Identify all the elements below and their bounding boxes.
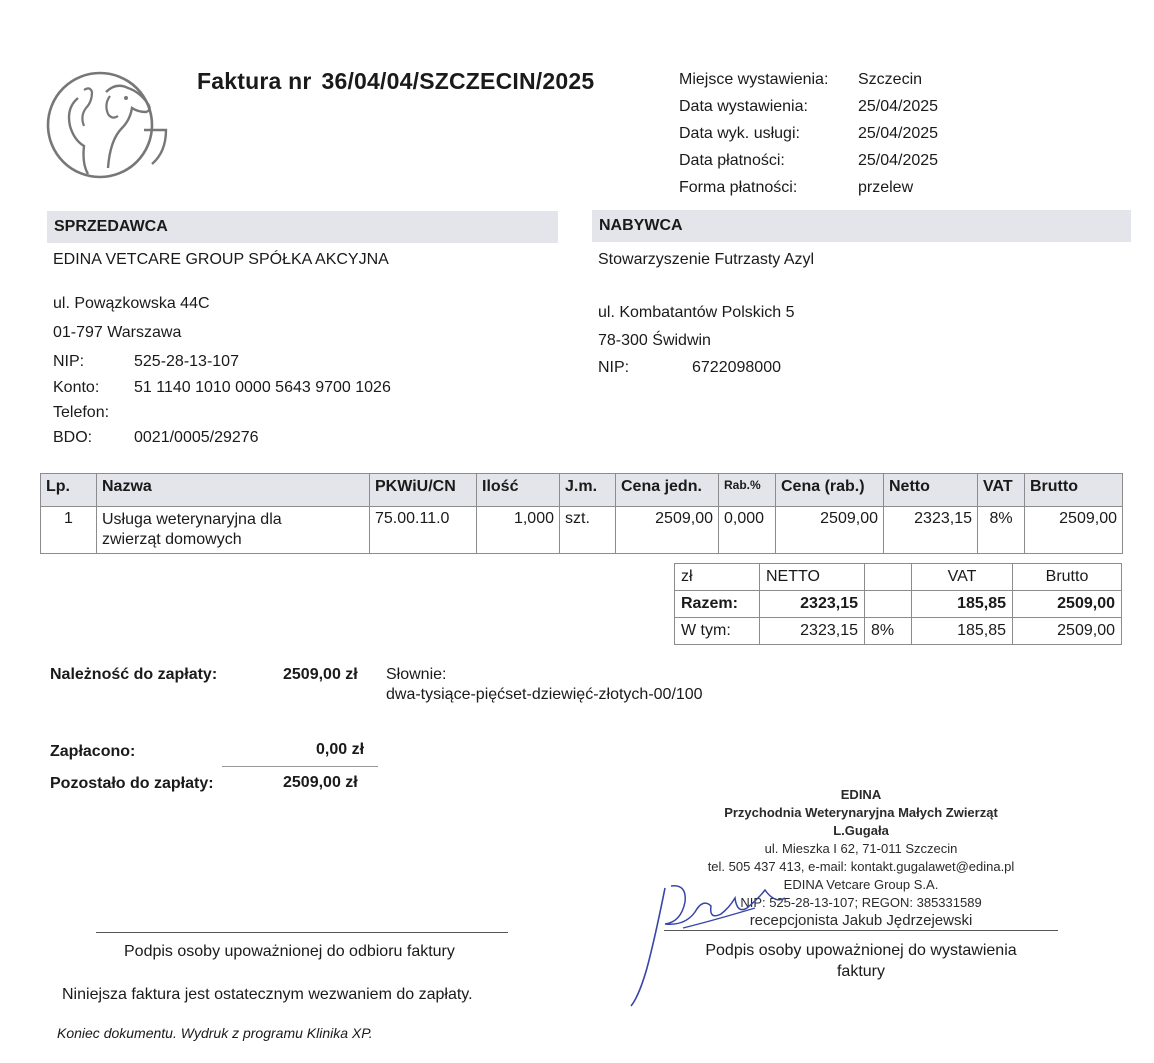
meta-value: Szczecin [858,71,923,88]
final-notice: Niniejsza faktura jest ostatecznym wezwaniem do zapłaty. [62,986,473,1003]
col-nazwa: Nazwa [97,474,370,507]
items-table [40,473,1123,554]
pet-logo-icon [44,68,168,188]
seller-header: SPRZEDAWCA [54,218,168,235]
issuer-label-line: Podpis osoby upoważnionej do wystawienia [705,942,1017,959]
invoice-number: 36/04/04/SZCZECIN/2025 [321,68,595,94]
seller-konto: 51 1140 1010 0000 5643 9700 1026 [134,379,391,396]
cell-jm: szt. [560,507,616,554]
stamp-line: recepcjonista Jakub Jędrzejewski [749,912,973,929]
sum-razem-label: Razem: [675,591,760,618]
meta-label: Forma płatności: [679,179,798,196]
meta-value: 25/04/2025 [858,98,939,115]
seller-bdo: 0021/0005/29276 [134,429,259,446]
sum-rate-header [865,564,912,591]
meta-value: 25/04/2025 [858,152,939,169]
receiver-signature-line [96,932,508,933]
col-lp: Lp. [41,474,97,507]
issuer-label-line: faktury [836,963,885,980]
invoice-title [197,68,594,95]
cell-nazwa [97,507,370,554]
meta-row [679,147,938,174]
seller-name: EDINA VETCARE GROUP SPÓŁKA AKCYJNA [53,251,389,268]
sum-wtym-vat: 185,85 [912,618,1013,645]
receiver-signature-label: Podpis osoby upoważnionej do odbioru faktury [124,943,455,960]
cell-ilosc: 1,000 [477,507,560,554]
cell-nazwa-line: zwierząt domowych [102,531,242,548]
cell-rab: 0,000 [719,507,776,554]
meta-row [679,120,938,147]
col-vat: VAT [978,474,1025,507]
meta-row [679,174,938,201]
items-header-row [41,474,1123,507]
sum-wtym-label: W tym: [675,618,760,645]
summary-razem-row [675,591,1122,618]
summary-table [674,563,1122,645]
company-logo [44,68,168,188]
col-cena-rab: Cena (rab.) [776,474,884,507]
sum-razem-vat: 185,85 [912,591,1013,618]
col-netto: Netto [884,474,978,507]
meta-value: przelew [858,179,914,196]
col-pkwiu: PKWiU/CN [370,474,477,507]
invoice-meta [679,66,938,201]
stamp-line: EDINA Vetcare Group S.A. [783,877,939,892]
meta-value: 25/04/2025 [858,125,939,142]
seller-nip-label: NIP: [53,353,85,370]
col-jm: J.m. [560,474,616,507]
seller-city: 01-797 Warszawa [53,324,182,341]
cell-netto: 2323,15 [884,507,978,554]
cell-cena: 2509,00 [616,507,719,554]
buyer-name: Stowarzyszenie Futrzasty Azyl [598,251,815,268]
stamp-line: NIP: 525-28-13-107; REGON: 385331589 [740,895,982,910]
seller-nip: 525-28-13-107 [134,353,239,370]
buyer-street: ul. Kombatantów Polskich 5 [598,304,795,321]
cell-vat: 8% [978,507,1025,554]
seller-telefon-label: Telefon: [53,404,110,421]
meta-label: Data wystawienia: [679,98,808,115]
sum-razem-netto: 2323,15 [760,591,865,618]
meta-label: Miejsce wystawienia: [679,71,829,88]
sum-razem-brutto: 2509,00 [1013,591,1122,618]
meta-label: Data wyk. usługi: [679,125,800,142]
meta-row [679,93,938,120]
col-ilosc: Ilość [477,474,560,507]
issuer-signature-label [664,940,1058,982]
rest-label: Pozostało do zapłaty: [50,775,214,792]
col-rab: Rab.% [719,474,776,507]
table-row [41,507,1123,554]
buyer-nip-label: NIP: [598,359,630,376]
buyer-nip: 6722098000 [692,359,781,376]
due-label: Należność do zapłaty: [50,666,218,683]
paid-value: 0,00 zł [316,741,365,758]
cell-nazwa-line: Usługa weterynaryjna dla [102,511,282,528]
cell-brutto: 2509,00 [1025,507,1123,554]
seller-header-band [47,211,558,243]
buyer-header: NABYWCA [599,217,683,234]
sum-wtym-netto: 2323,15 [760,618,865,645]
buyer-city: 78-300 Świdwin [598,332,711,349]
stamp-line: EDINA [840,787,882,802]
sum-razem-rate [865,591,912,618]
sum-netto-header: NETTO [760,564,865,591]
col-brutto: Brutto [1025,474,1123,507]
handwritten-signature [625,868,825,1008]
summary-header-row [675,564,1122,591]
cell-cena-rab: 2509,00 [776,507,884,554]
sum-vat-header: VAT [912,564,1013,591]
issuer-signature-line [664,930,1058,931]
invoice-title-prefix: Faktura nr [197,68,312,94]
paid-label: Zapłacono: [50,743,136,760]
cell-pkwiu: 75.00.11.0 [370,507,477,554]
seller-bdo-label: BDO: [53,429,93,446]
stamp-line: tel. 505 437 413, e-mail: kontakt.gugalawet@edina.pl [707,859,1015,874]
paid-divider [222,766,378,767]
stamp-line: L.Gugała [833,823,889,838]
document-end: Koniec dokumentu. Wydruk z programu Klinika XP. [57,1025,373,1041]
sum-wtym-rate: 8% [865,618,912,645]
seller-konto-label: Konto: [53,379,100,396]
stamp-line: ul. Mieszka I 62, 71-011 Szczecin [764,841,958,856]
buyer-header-band [592,210,1131,242]
sum-brutto-header: Brutto [1013,564,1122,591]
rest-value: 2509,00 zł [283,774,358,791]
summary-wtym-row [675,618,1122,645]
sum-currency: zł [675,564,760,591]
seller-street: ul. Powązkowska 44C [53,295,210,312]
stamp-line: Przychodnia Weterynaryjna Małych Zwierząt [724,805,998,820]
meta-row [679,66,938,93]
meta-label: Data płatności: [679,152,785,169]
col-cena: Cena jedn. [616,474,719,507]
due-value: 2509,00 zł [283,666,358,683]
amount-in-words: dwa-tysiące-pięćset-dziewięć-złotych-00/100 [386,686,703,703]
cell-lp: 1 [41,507,97,554]
sum-wtym-brutto: 2509,00 [1013,618,1122,645]
signature-icon [625,868,825,1008]
words-label: Słownie: [386,666,447,683]
